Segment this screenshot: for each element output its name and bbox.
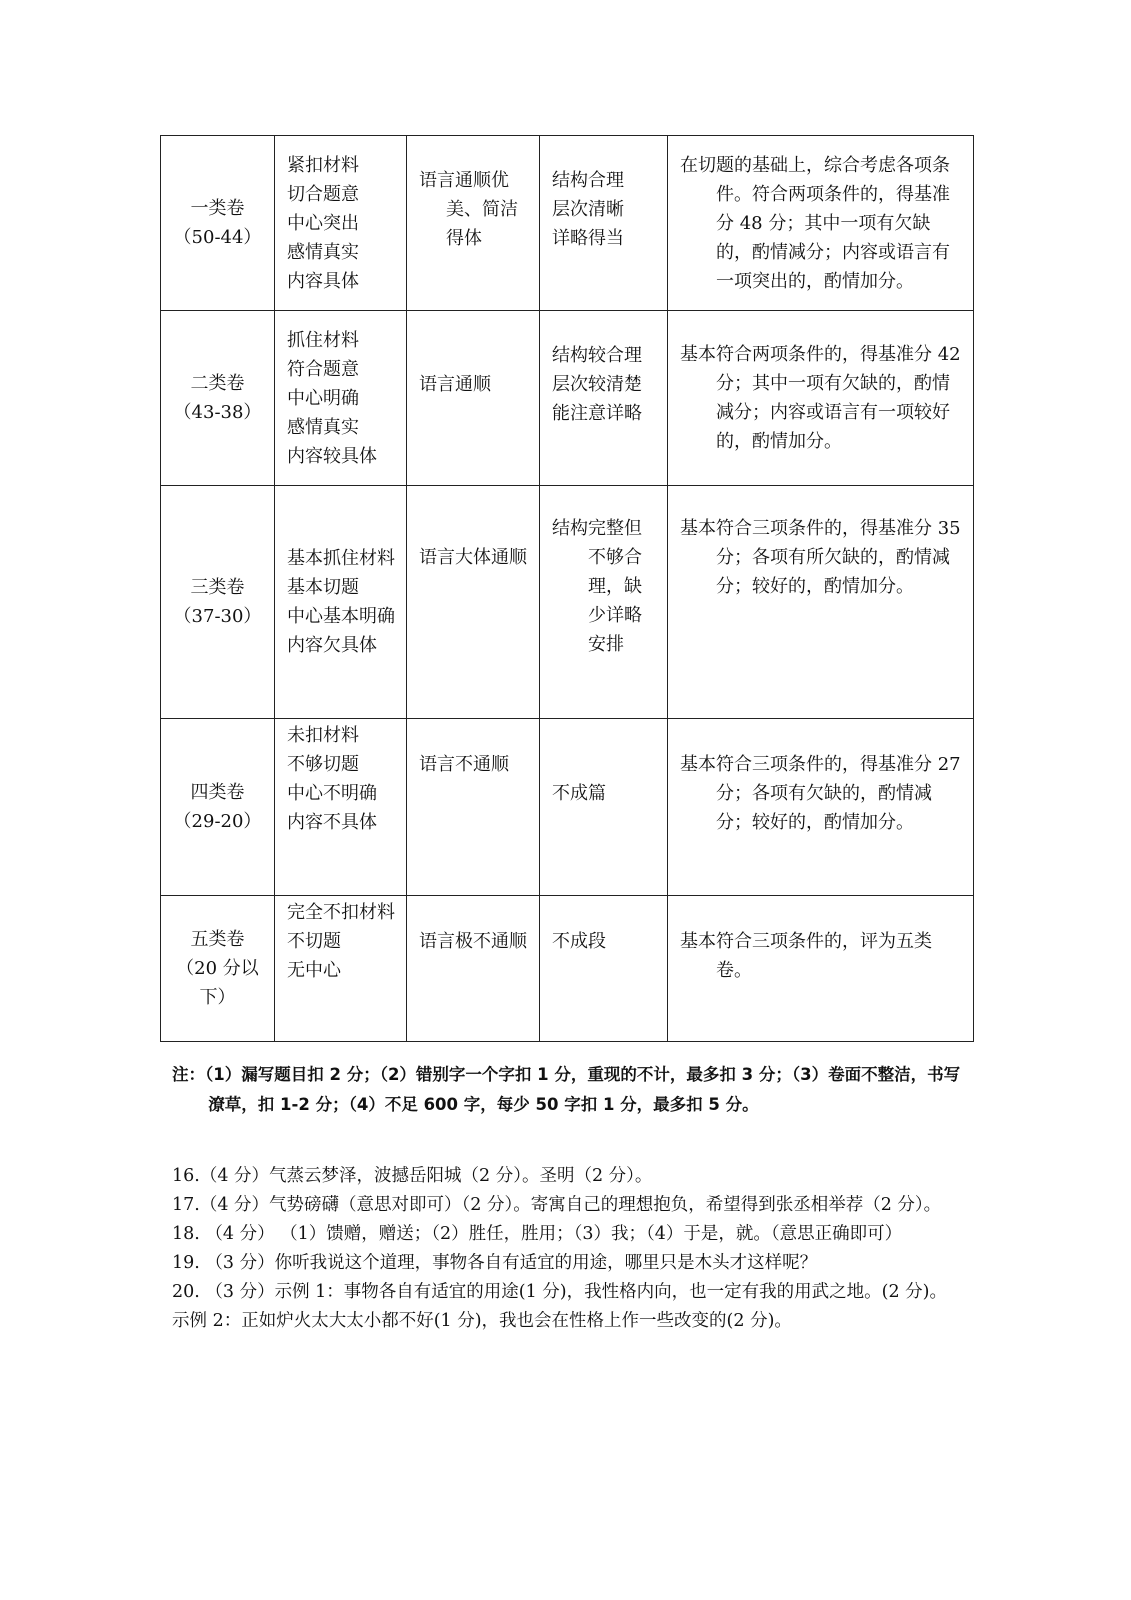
- language-text: 语言极不通顺: [419, 931, 527, 952]
- content-cell: [275, 486, 407, 719]
- grade-cell: [161, 486, 275, 719]
- language-cell: [407, 486, 540, 719]
- grade-name: 二类卷: [190, 373, 245, 394]
- content-cell: [275, 136, 407, 311]
- language-cell: [407, 896, 540, 1042]
- content-cell: [275, 311, 407, 486]
- content-cell: [275, 719, 407, 896]
- structure-line: 能注意详略: [552, 403, 642, 424]
- structure-cell: [540, 136, 668, 311]
- answer-item: 示例 2：正如炉火太大太小都不好(1 分)，我也会在性格上作一些改变的(2 分)。: [172, 1311, 792, 1331]
- content-line: 内容具体: [287, 270, 359, 292]
- content-line: 感情真实: [287, 241, 359, 263]
- grade-name: 四类卷: [190, 782, 245, 803]
- comment-cell: [668, 136, 974, 311]
- answer-key: [172, 1162, 972, 1336]
- comment-cell: [668, 719, 974, 896]
- answer-item: 19. （3 分）你听我说这个道理，事物各自有适宜的用途，哪里只是木头才这样呢？: [172, 1253, 818, 1273]
- content-line: 紧扣材料: [287, 154, 359, 176]
- comment-text: 在切题的基础上，综合考虑各项条件。符合两项条件的，得基准分 48 分；其中一项有欠缺的，酌情减分；内容或语言有一项突出的，酌情加分。: [680, 154, 950, 292]
- language-cell: [407, 719, 540, 896]
- structure-line: 结构合理: [552, 170, 624, 191]
- comment-cell: [668, 486, 974, 719]
- content-line: 中心不明确: [287, 783, 377, 804]
- content-line: 不够切题: [287, 754, 359, 775]
- language-text: 语言通顺: [419, 374, 491, 395]
- content-line: 符合题意: [287, 358, 359, 380]
- language-text: 语言不通顺: [419, 754, 509, 775]
- comment-text: 基本符合三项条件的，得基准分 27 分；各项有欠缺的，酌情减分；较好的，酌情加分。: [680, 754, 961, 833]
- comment-text: 基本符合两项条件的，得基准分 42 分；其中一项有欠缺的，酌情减分；内容或语言有一项较好的，酌情加分。: [680, 344, 961, 452]
- content-line: 中心突出: [287, 212, 359, 234]
- content-line: 感情真实: [287, 416, 359, 438]
- grade-name: 三类卷: [190, 577, 245, 598]
- content-cell: [275, 896, 407, 1042]
- language-cell: [407, 136, 540, 311]
- content-line: 完全不扣材料: [287, 902, 395, 923]
- language-cell: [407, 311, 540, 486]
- content-line: 未扣材料: [287, 725, 359, 746]
- structure-line: 不成段: [552, 931, 606, 952]
- structure-cell: [540, 486, 668, 719]
- grade-range: （50-44）: [173, 227, 262, 248]
- grade-cell: [161, 719, 275, 896]
- grade-name: 一类卷: [190, 198, 245, 219]
- structure-cell: [540, 896, 668, 1042]
- grade-range: （43-38）: [173, 402, 262, 423]
- structure-line: 不成篇: [552, 783, 606, 804]
- language-text: 语言通顺优美、简洁得体: [419, 170, 518, 249]
- note-text: 注：（1）漏写题目扣 2 分；（2）错别字一个字扣 1 分，重现的不计，最多扣 3 分；（3）卷面不整洁，书写潦草，扣 1-2 分；（4）不足 600 字，每少 50 字扣 1 分，最多扣 5 分。: [172, 1065, 961, 1114]
- content-line: 无中心: [287, 960, 341, 981]
- rubric-row: [161, 136, 974, 311]
- answer-item: 18. （4 分） （1）馈赠，赠送；（2）胜任，胜用；（3）我；（4）于是，就。（意思正确即可）: [172, 1224, 903, 1244]
- grade-cell: [161, 896, 275, 1042]
- content-line: 内容较具体: [287, 445, 377, 467]
- language-text: 语言大体通顺: [419, 547, 527, 568]
- structure-line: 详略得当: [552, 228, 624, 249]
- comment-cell: [668, 311, 974, 486]
- grade-range: （29-20）: [173, 811, 262, 832]
- content-line: 不切题: [287, 931, 341, 952]
- rubric-row: [161, 719, 974, 896]
- deduction-note: [172, 1060, 972, 1120]
- rubric-row: [161, 486, 974, 719]
- answer-item: 17.（4 分）气势磅礴（意思对即可）（2 分）。寄寓自己的理想抱负，希望得到张丞相举荐（2 分）。: [172, 1195, 942, 1215]
- comment-text: 基本符合三项条件的，得基准分 35 分；各项有所欠缺的，酌情减分；较好的，酌情加分。: [680, 518, 961, 597]
- scoring-rubric-table: [160, 135, 974, 1042]
- comment-text: 基本符合三项条件的，评为五类卷。: [680, 931, 932, 981]
- structure-cell: [540, 719, 668, 896]
- structure-line: 结构完整但不够合理，缺少详略安排: [552, 518, 642, 655]
- content-line: 抓住材料: [287, 329, 359, 351]
- structure-cell: [540, 311, 668, 486]
- content-line: 中心明确: [287, 387, 359, 409]
- grade-range: （37-30）: [173, 606, 262, 627]
- grade-name: 五类卷: [190, 929, 245, 950]
- structure-line: 层次清晰: [552, 199, 624, 220]
- content-line: 基本抓住材料: [287, 548, 395, 569]
- grade-cell: [161, 136, 275, 311]
- answer-item: 16.（4 分）气蒸云梦泽，波撼岳阳城（2 分）。圣明（2 分）。: [172, 1166, 653, 1186]
- grade-range: （20 分以下）: [176, 958, 259, 1008]
- rubric-row: [161, 896, 974, 1042]
- grade-cell: [161, 311, 275, 486]
- content-line: 基本切题: [287, 577, 359, 598]
- content-line: 内容不具体: [287, 812, 377, 833]
- answer-item: 20. （3 分）示例 1：事物各自有适宜的用途(1 分)，我性格内向，也一定有我的用武之地。(2 分)。: [172, 1282, 947, 1302]
- structure-line: 结构较合理: [552, 345, 642, 366]
- rubric-row: [161, 311, 974, 486]
- content-line: 中心基本明确: [287, 606, 395, 627]
- content-line: 切合题意: [287, 183, 359, 205]
- structure-line: 层次较清楚: [552, 374, 642, 395]
- content-line: 内容欠具体: [287, 635, 377, 656]
- comment-cell: [668, 896, 974, 1042]
